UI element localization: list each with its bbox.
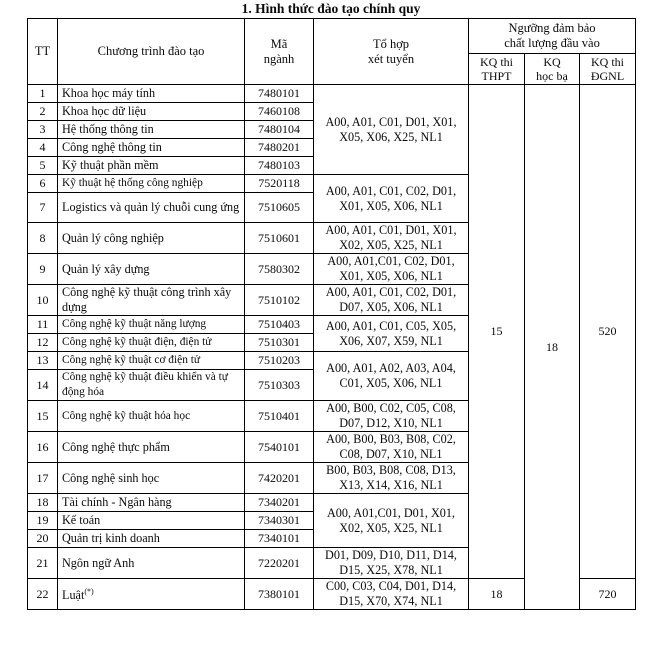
major-code: 7510403 xyxy=(245,316,314,334)
major-code: 7580302 xyxy=(245,254,314,285)
program-name: Công nghệ sinh học xyxy=(58,463,245,494)
program-name: Kế toán xyxy=(58,512,245,530)
header-major-code xyxy=(245,19,314,85)
combination-line2: X02, X05, X25, NL1 xyxy=(339,238,443,252)
combination-line2: D15, X70, X74, NL1 xyxy=(339,594,443,608)
header-tt: TT xyxy=(28,19,58,85)
combination-cell xyxy=(314,352,469,401)
combination-line2: C08, D07, X10, NL1 xyxy=(339,447,443,461)
row-number: 7 xyxy=(28,193,58,223)
combination-line1: A00, B00, C02, C05, C08, xyxy=(326,401,456,415)
program-name: Tài chính - Ngân hàng xyxy=(58,494,245,512)
major-code: 7510605 xyxy=(245,193,314,223)
major-code: 7340201 xyxy=(245,494,314,512)
combination-line1: A00, A01,C01, D01, X01, xyxy=(327,505,455,520)
table-row xyxy=(28,85,636,103)
combination-line2: X01, X05, X06, NL1 xyxy=(339,269,443,283)
program-name: Quản trị kinh doanh xyxy=(58,530,245,548)
program-name: Công nghệ kỹ thuật hóa học xyxy=(58,401,245,432)
program-name: Công nghệ kỹ thuật năng lượng xyxy=(58,316,245,334)
program-name: Công nghệ kỹ thuật cơ điện tử xyxy=(58,352,245,370)
row-number: 2 xyxy=(28,103,58,121)
row-number: 18 xyxy=(28,494,58,512)
program-name: Kỹ thuật hệ thống công nghiệp xyxy=(58,175,245,193)
row-number: 3 xyxy=(28,121,58,139)
combination-line2: D07, X05, X06, NL1 xyxy=(339,300,443,314)
header-dgnl-line2: ĐGNL xyxy=(590,69,625,83)
header-combination-line1: Tổ hợp xyxy=(372,36,410,51)
row-number: 17 xyxy=(28,463,58,494)
combination-cell xyxy=(314,223,469,254)
major-code: 7380101 xyxy=(245,579,314,610)
program-name xyxy=(58,579,245,610)
combination-cell xyxy=(314,285,469,316)
admissions-table xyxy=(27,18,636,610)
header-thpt-line2: THPT xyxy=(481,69,512,83)
header-program: Chương trình đào tạo xyxy=(58,19,245,85)
row-number: 10 xyxy=(28,285,58,316)
program-name: Hệ thống thông tin xyxy=(58,121,245,139)
combination-line1: A00, A01, A02, A03, A04, xyxy=(326,361,456,375)
program-footnote-marker: (*) xyxy=(84,587,94,597)
combination-cell xyxy=(314,175,469,223)
combination-cell xyxy=(314,432,469,463)
combination-cell xyxy=(314,548,469,579)
header-dgnl xyxy=(580,54,636,85)
row-number: 8 xyxy=(28,223,58,254)
combination-line2: X02, X05, X25, NL1 xyxy=(339,520,443,535)
row-number: 22 xyxy=(28,579,58,610)
row-number: 11 xyxy=(28,316,58,334)
program-name: Quản lý công nghiệp xyxy=(58,223,245,254)
admissions-table-container xyxy=(27,18,635,610)
page-title: 1. Hình thức đào tạo chính quy xyxy=(241,1,421,16)
combination-line1: A00, A01, C01, C02, D01, xyxy=(325,183,457,198)
row-number: 15 xyxy=(28,401,58,432)
program-name: Kỹ thuật phần mềm xyxy=(58,157,245,175)
header-row-top xyxy=(28,19,636,54)
program-name: Công nghệ kỹ thuật điều khiển và tự động hóa xyxy=(58,370,245,401)
combination-line2: X06, X07, X59, NL1 xyxy=(339,333,443,348)
combination-cell xyxy=(314,579,469,610)
header-dgnl-line1: KQ thi xyxy=(591,55,625,69)
header-threshold-line1: Ngưỡng đảm bảo xyxy=(508,21,596,35)
major-code: 7480103 xyxy=(245,157,314,175)
header-hocba xyxy=(525,54,580,85)
major-code: 7480104 xyxy=(245,121,314,139)
row-number: 4 xyxy=(28,139,58,157)
program-name: Khoa học máy tính xyxy=(58,85,245,103)
combination-cell xyxy=(314,316,469,352)
program-name: Ngôn ngữ Anh xyxy=(58,548,245,579)
table-header xyxy=(28,19,636,85)
combination-cell xyxy=(314,401,469,432)
row-number: 19 xyxy=(28,512,58,530)
program-name: Công nghệ kỹ thuật công trình xây dựng xyxy=(58,285,245,316)
header-hocba-line1: KQ xyxy=(543,55,561,69)
header-combination xyxy=(314,19,469,85)
major-code: 7510401 xyxy=(245,401,314,432)
header-thpt xyxy=(469,54,525,85)
major-code: 7460108 xyxy=(245,103,314,121)
row-number: 1 xyxy=(28,85,58,103)
row-number: 14 xyxy=(28,370,58,401)
combination-line1: D01, D09, D10, D11, D14, xyxy=(325,548,457,562)
major-code: 7540101 xyxy=(245,432,314,463)
threshold-hocba: 18 xyxy=(525,85,580,610)
program-name: Logistics và quản lý chuỗi cung ứng xyxy=(58,193,245,223)
row-number: 21 xyxy=(28,548,58,579)
program-name: Khoa học dữ liệu xyxy=(58,103,245,121)
major-code: 7340301 xyxy=(245,512,314,530)
threshold-dgnl-law: 720 xyxy=(580,579,636,610)
major-code: 7510601 xyxy=(245,223,314,254)
combination-line2: C01, X05, X06, NL1 xyxy=(339,376,443,390)
row-number: 9 xyxy=(28,254,58,285)
header-hocba-line2: học bạ xyxy=(536,69,568,83)
threshold-thpt-law: 18 xyxy=(469,579,525,610)
combination-line2: X01, X05, X06, NL1 xyxy=(339,198,443,213)
row-number: 20 xyxy=(28,530,58,548)
combination-cell xyxy=(314,463,469,494)
row-number: 12 xyxy=(28,334,58,352)
major-code: 7420201 xyxy=(245,463,314,494)
program-name-text: Luật xyxy=(62,588,85,603)
major-code: 7510102 xyxy=(245,285,314,316)
combination-line1: A00, A01, C01, D01, X01, xyxy=(325,223,457,237)
combination-line2: X13, X14, X16, NL1 xyxy=(339,478,443,492)
major-code: 7520118 xyxy=(245,175,314,193)
major-code: 7480101 xyxy=(245,85,314,103)
major-code: 7480201 xyxy=(245,139,314,157)
header-threshold-line2: chất lượng đầu vào xyxy=(504,36,600,50)
header-threshold-group xyxy=(469,19,636,54)
combination-line2: X05, X06, X25, NL1 xyxy=(339,129,443,144)
row-number: 13 xyxy=(28,352,58,370)
table-body xyxy=(28,85,636,610)
combination-line1: A00, A01, C01, D01, X01, xyxy=(325,114,457,129)
program-name: Công nghệ kỹ thuật điện, điện tử xyxy=(58,334,245,352)
header-major-code-line1: Mã xyxy=(270,36,288,51)
combination-line2: D07, D12, X10, NL1 xyxy=(339,416,443,430)
combination-line1: A00, B00, B03, B08, C02, xyxy=(326,432,456,446)
program-name: Công nghệ thực phẩm xyxy=(58,432,245,463)
header-major-code-line2: ngành xyxy=(263,51,295,66)
combination-line2: D15, X25, X78, NL1 xyxy=(339,563,443,577)
threshold-thpt: 15 xyxy=(469,85,525,579)
combination-cell xyxy=(314,254,469,285)
row-number: 6 xyxy=(28,175,58,193)
row-number: 16 xyxy=(28,432,58,463)
program-name: Công nghệ thông tin xyxy=(58,139,245,157)
combination-cell xyxy=(314,494,469,548)
threshold-dgnl: 520 xyxy=(580,85,636,579)
program-name: Quản lý xây dựng xyxy=(58,254,245,285)
header-thpt-line1: KQ thi xyxy=(480,55,513,69)
major-code: 7220201 xyxy=(245,548,314,579)
combination-line1: C00, C03, C04, D01, D14, xyxy=(325,579,457,593)
combination-line1: A00, A01,C01, C02, D01, xyxy=(327,254,455,268)
major-code: 7340101 xyxy=(245,530,314,548)
combination-line1: A00, A01, C01, C02, D01, xyxy=(325,285,457,299)
combination-line1: B00, B03, B08, C08, D13, xyxy=(326,463,456,477)
major-code: 7510303 xyxy=(245,370,314,401)
row-number: 5 xyxy=(28,157,58,175)
header-combination-line2: xét tuyển xyxy=(367,51,415,66)
major-code: 7510203 xyxy=(245,352,314,370)
combination-cell xyxy=(314,85,469,175)
combination-line1: A00, A01, C01, C05, X05, xyxy=(325,318,457,333)
major-code: 7510301 xyxy=(245,334,314,352)
